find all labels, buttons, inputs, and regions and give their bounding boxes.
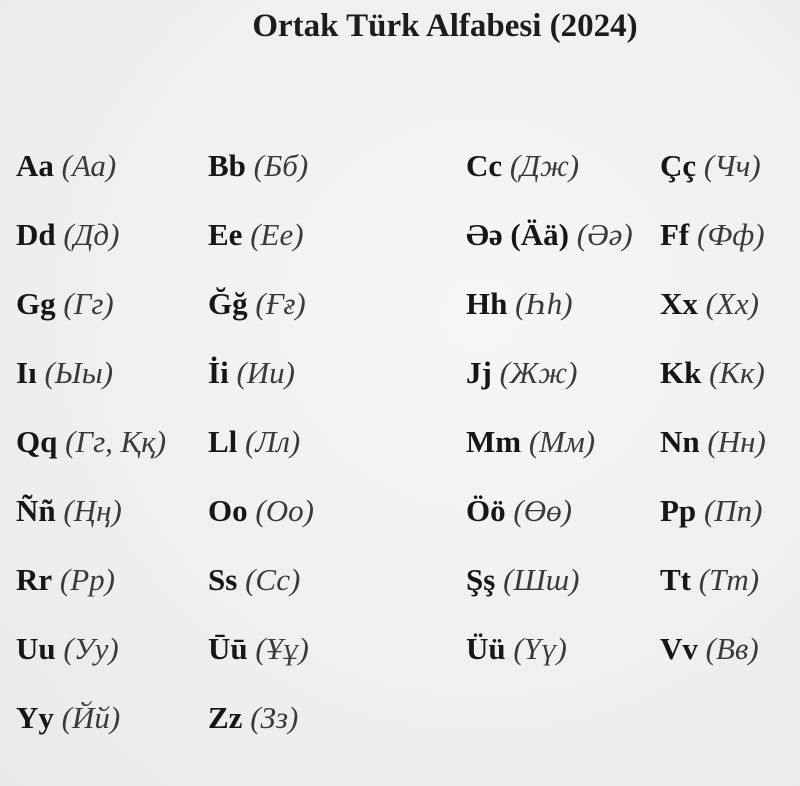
latin-letter: Iı xyxy=(16,355,37,390)
latin-letter: Çç xyxy=(660,148,697,183)
cyrillic-letter: (Дд) xyxy=(63,217,120,252)
letter-cell xyxy=(208,629,309,669)
latin-letter: Ğğ xyxy=(208,286,248,321)
letter-cell xyxy=(16,629,119,669)
letter-cell xyxy=(16,284,114,324)
latin-letter: Tt xyxy=(660,562,691,597)
latin-letter: Uu xyxy=(16,631,56,666)
cyrillic-letter: (Мм) xyxy=(528,424,596,459)
letter-cell xyxy=(16,422,166,462)
cyrillic-letter: (Нн) xyxy=(707,424,766,459)
cyrillic-letter: (Дж) xyxy=(509,148,580,183)
latin-letter: Ll xyxy=(208,424,238,459)
latin-letter: Xx xyxy=(660,286,698,321)
cyrillic-letter: (Кк) xyxy=(709,355,765,390)
latin-letter: Ff xyxy=(660,217,690,252)
cyrillic-letter: (Зз) xyxy=(250,700,299,735)
cyrillic-letter: (Əə) xyxy=(576,217,633,252)
latin-letter: Mm xyxy=(466,424,522,459)
letter-cell xyxy=(16,560,115,600)
letter-cell xyxy=(466,629,567,669)
letter-cell xyxy=(16,215,119,255)
letter-cell xyxy=(208,146,308,186)
latin-letter: Ee xyxy=(208,217,243,252)
letter-cell xyxy=(16,353,113,393)
latin-letter: Nn xyxy=(660,424,700,459)
cyrillic-letter: (Аа) xyxy=(61,148,117,183)
cyrillic-letter: (Фф) xyxy=(697,217,765,252)
cyrillic-letter: (Үү) xyxy=(513,631,567,666)
cyrillic-letter: (Ее) xyxy=(250,217,304,252)
cyrillic-letter: (Пп) xyxy=(703,493,763,528)
cyrillic-letter: (Шш) xyxy=(503,562,580,597)
letter-cell xyxy=(208,215,304,255)
letter-cell xyxy=(208,491,314,531)
cyrillic-letter: (Уу) xyxy=(63,631,119,666)
cyrillic-letter: (Ии) xyxy=(236,355,295,390)
latin-letter: Rr xyxy=(16,562,53,597)
latin-letter: Pp xyxy=(660,493,697,528)
cyrillic-letter: (Ғғ) xyxy=(255,286,306,321)
latin-letter: Kk xyxy=(660,355,702,390)
letter-cell xyxy=(660,284,759,324)
letter-cell xyxy=(16,491,122,531)
cyrillic-letter: (Сс) xyxy=(245,562,301,597)
latin-letter: Qq xyxy=(16,424,58,459)
letter-cell xyxy=(660,146,761,186)
letter-cell xyxy=(208,353,295,393)
letter-cell xyxy=(208,284,306,324)
cyrillic-letter: (Ңң) xyxy=(63,493,122,528)
cyrillic-letter: (Оо) xyxy=(255,493,314,528)
letter-cell xyxy=(208,698,298,738)
cyrillic-letter: (Чч) xyxy=(703,148,761,183)
letter-cell xyxy=(16,698,120,738)
letter-cell xyxy=(660,215,765,255)
letter-cell xyxy=(466,491,572,531)
letter-cell xyxy=(466,353,577,393)
latin-letter: Yy xyxy=(16,700,54,735)
cyrillic-letter: (Жж) xyxy=(499,355,578,390)
cyrillic-letter: (Бб) xyxy=(253,148,309,183)
latin-letter: Jj xyxy=(466,355,492,390)
latin-letter: İi xyxy=(208,355,229,390)
latin-letter: Bb xyxy=(208,148,246,183)
letter-cell xyxy=(660,353,765,393)
latin-letter: Cc xyxy=(466,148,503,183)
latin-letter: Gg xyxy=(16,286,56,321)
letter-cell xyxy=(466,560,579,600)
latin-letter: Zz xyxy=(208,700,243,735)
letter-cell xyxy=(16,146,116,186)
cyrillic-letter: (Һh) xyxy=(515,286,573,321)
latin-letter: Ss xyxy=(208,562,238,597)
latin-letter: Əə (Ää) xyxy=(466,217,569,252)
cyrillic-letter: (Тт) xyxy=(698,562,760,597)
cyrillic-letter: (Лл) xyxy=(245,424,301,459)
cyrillic-letter: (Йй) xyxy=(61,700,121,735)
cyrillic-letter: (Өө) xyxy=(513,493,572,528)
cyrillic-letter: (Вв) xyxy=(705,631,759,666)
latin-letter: Oo xyxy=(208,493,248,528)
latin-letter: Dd xyxy=(16,217,56,252)
latin-letter: Ūū xyxy=(208,631,248,666)
latin-letter: Ññ xyxy=(16,493,56,528)
letter-cell xyxy=(466,422,595,462)
latin-letter: Üü xyxy=(466,631,506,666)
latin-letter: Aa xyxy=(16,148,54,183)
cyrillic-letter: (Хх) xyxy=(705,286,759,321)
letter-cell xyxy=(466,284,573,324)
letter-cell xyxy=(208,422,300,462)
letter-cell xyxy=(208,560,300,600)
letter-cell xyxy=(466,215,633,255)
latin-letter: Öö xyxy=(466,493,506,528)
latin-letter: Hh xyxy=(466,286,508,321)
cyrillic-letter: (Ұұ) xyxy=(255,631,309,666)
letter-cell xyxy=(466,146,579,186)
cyrillic-letter: (Гг, Ққ) xyxy=(65,424,167,459)
letter-cell xyxy=(660,560,759,600)
latin-letter: Vv xyxy=(660,631,698,666)
letter-cell xyxy=(660,422,766,462)
letter-cell xyxy=(660,629,759,669)
page-title: Ortak Türk Alfabesi (2024) xyxy=(252,8,638,44)
latin-letter: Şş xyxy=(466,562,496,597)
letter-cell xyxy=(660,491,762,531)
cyrillic-letter: (Ыы) xyxy=(44,355,114,390)
cyrillic-letter: (Рр) xyxy=(59,562,115,597)
cyrillic-letter: (Гг) xyxy=(63,286,114,321)
